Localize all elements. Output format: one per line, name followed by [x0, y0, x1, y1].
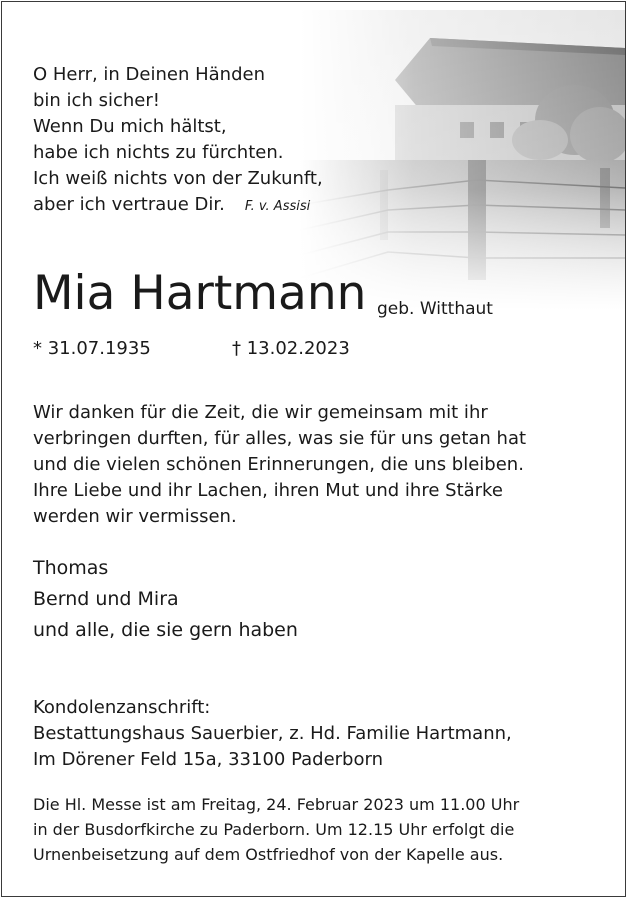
address-line: Im Dörener Feld 15a, 33100 Paderborn — [33, 749, 383, 770]
poem — [33, 62, 323, 220]
thanks-line: und die vielen schönen Erinnerungen, die uns bleiben. — [33, 454, 524, 475]
poem-line: bin ich sicher! — [33, 90, 160, 111]
mourner: Bernd und Mira — [33, 588, 179, 610]
deceased-name: Mia Hartmann — [33, 266, 367, 321]
service-line: Die Hl. Messe ist am Freitag, 24. Februar 2023 um 11.00 Uhr — [33, 795, 520, 814]
thanks-line: werden wir vermissen. — [33, 506, 237, 527]
poem-author: F. v. Assisi — [244, 199, 311, 214]
birth-date: * 31.07.1935 — [33, 338, 151, 359]
poem-line: O Herr, in Deinen Händen — [33, 64, 265, 85]
service-line: in der Busdorfkirche zu Paderborn. Um 12.15 Uhr erfolgt die — [33, 820, 515, 839]
thanks-text — [33, 400, 526, 530]
condolence-address — [33, 695, 512, 773]
poem-line: Ich weiß nichts von der Zukunft, — [33, 168, 323, 189]
maiden-name: geb. Witthaut — [377, 299, 493, 319]
poem-line-last — [33, 192, 323, 220]
service-line: Urnenbeisetzung auf dem Ostfriedhof von der Kapelle aus. — [33, 845, 504, 864]
thanks-line: verbringen durften, für alles, was sie für uns getan hat — [33, 428, 527, 449]
poem-line: Wenn Du mich hältst, — [33, 116, 227, 137]
mourner: und alle, die sie gern haben — [33, 619, 298, 641]
address-line: Kondolenzanschrift: — [33, 697, 211, 718]
address-line: Bestattungshaus Sauerbier, z. Hd. Familie Hartmann, — [33, 723, 512, 744]
poem-line: habe ich nichts zu fürchten. — [33, 142, 284, 163]
mourner: Thomas — [33, 557, 109, 579]
service-info — [33, 792, 519, 867]
death-date: † 13.02.2023 — [232, 338, 350, 359]
thanks-line: Wir danken für die Zeit, die wir gemeinsam mit ihr — [33, 402, 488, 423]
mourners-list — [33, 553, 298, 646]
poem-line-text: aber ich vertraue Dir. — [33, 194, 225, 215]
thanks-line: Ihre Liebe und ihr Lachen, ihren Mut und ihre Stärke — [33, 480, 503, 501]
